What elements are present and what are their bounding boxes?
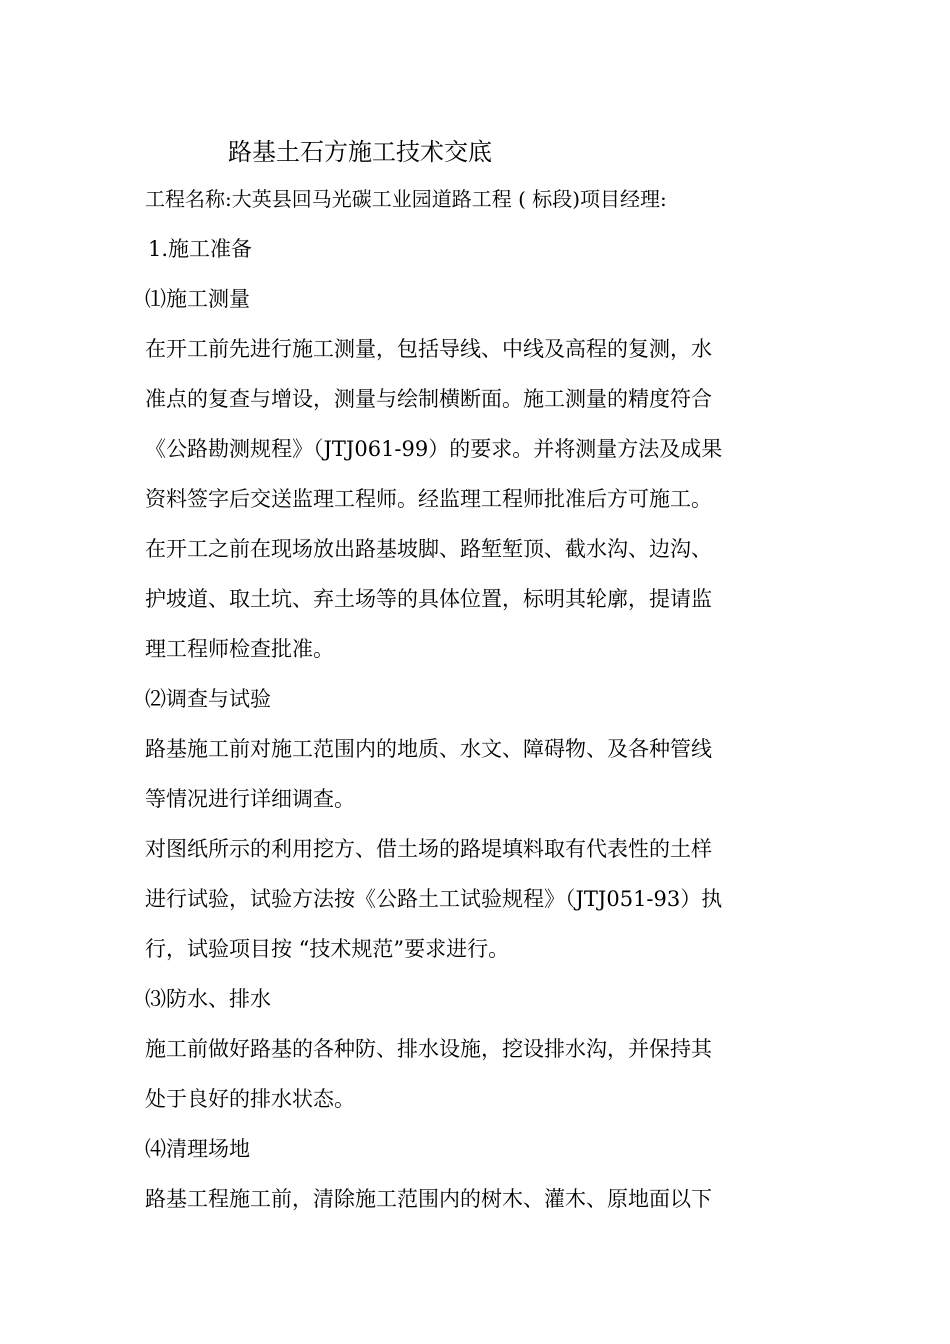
paragraph-line: 在开工之前在现场放出路基坡脚、路堑堑顶、截水沟、边沟、: [145, 537, 712, 561]
paragraph-line: 《公路勘测规程》（JTJ061-99）的要求。并将测量方法及成果: [145, 437, 723, 461]
subsection-heading-site-clearing: ⑷清理场地: [145, 1137, 250, 1161]
paragraph-line: 路基施工前对施工范围内的地质、水文、障碍物、及各种管线: [145, 737, 712, 761]
paragraph-line: 施工前做好路基的各种防、排水设施，挖设排水沟，并保持其: [145, 1037, 712, 1061]
project-info-line: 工程名称:大英县回马光碳工业园道路工程 ( 标段)项目经理:: [145, 187, 667, 211]
paragraph-line: 准点的复查与增设，测量与绘制横断面。施工测量的精度符合: [145, 387, 712, 411]
document-title: 路基土石方施工技术交底: [228, 138, 492, 166]
paragraph-line: 等情况进行详细调查。: [145, 787, 355, 811]
subsection-heading-survey: ⑴施工测量: [145, 287, 250, 311]
section-heading-preparation: 1.施工准备: [148, 237, 253, 261]
paragraph-line: 护坡道、取土坑、弃土场等的具体位置，标明其轮廓，提请监: [145, 587, 712, 611]
subsection-heading-investigation: ⑵调查与试验: [145, 687, 271, 711]
paragraph-line: 行，试验项目按 “技术规范”要求进行。: [145, 937, 510, 961]
paragraph-line: 对图纸所示的利用挖方、借土场的路堤填料取有代表性的土样: [145, 837, 712, 861]
paragraph-line: 资料签字后交送监理工程师。经监理工程师批准后方可施工。: [145, 487, 712, 511]
paragraph-line: 进行试验，试验方法按《公路土工试验规程》（JTJ051-93）执: [145, 887, 723, 911]
paragraph-line: 在开工前先进行施工测量，包括导线、中线及高程的复测，水: [145, 337, 712, 361]
paragraph-line: 路基工程施工前，清除施工范围内的树木、灌木、原地面以下: [145, 1187, 712, 1211]
subsection-heading-drainage: ⑶防水、排水: [145, 987, 271, 1011]
paragraph-line: 理工程师检查批准。: [145, 637, 334, 661]
paragraph-line: 处于良好的排水状态。: [145, 1087, 355, 1111]
